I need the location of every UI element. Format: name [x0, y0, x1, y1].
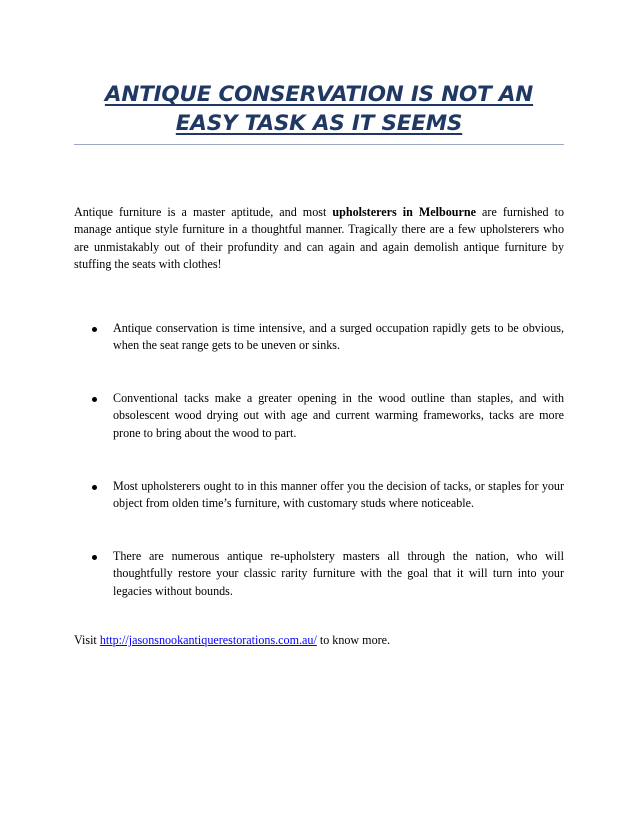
bullet-text: Antique conservation is time intensive, and a surged occupation rapidly gets to be obvious, when the seat range gets to be uneven or sinks.: [113, 321, 564, 353]
intro-text-end: are furnished to manage antique style furniture in a thoughtful manner. Tragically there are a few upholsterers who are unmistakably out of their profundity and can again and again demolish antique furniture by stuffing the seats with clothes!: [74, 205, 565, 272]
intro-paragraph: [74, 204, 564, 274]
intro-text-start: Antique furniture is a master aptitude, and most: [74, 205, 333, 219]
title-divider: [74, 144, 564, 145]
visit-prefix: Visit: [74, 633, 100, 647]
intro-bold-keyword: upholsterers in Melbourne: [332, 205, 476, 219]
bullet-dot-icon: [92, 485, 97, 490]
bullet-text: There are numerous antique re-upholstery masters all through the nation, who will thoughtfully restore your classic rarity furniture with the goal that it will turn into your legacies without bounds.: [113, 549, 564, 598]
bullet-dot-icon: [92, 397, 97, 402]
website-link[interactable]: http://jasonsnookantiquerestorations.com.au/: [99, 633, 317, 647]
title-line-2: EASY TASK AS IT SEEMS: [175, 111, 463, 136]
bullet-text: Most upholsterers ought to in this manner offer you the decision of tacks, or staples for your object from olden time’s furniture, with customary studs where noticeable.: [113, 479, 564, 511]
bullet-dot-icon: [92, 327, 97, 332]
visit-paragraph: [74, 632, 564, 649]
visit-suffix: to know more.: [316, 633, 391, 647]
bullet-dot-icon: [92, 555, 97, 560]
title-line-1: ANTIQUE CONSERVATION IS NOT AN: [104, 82, 534, 107]
document-title: [74, 80, 564, 138]
bullet-text: Conventional tacks make a greater opening in the wood outline than staples, and with obsolescent wood drying out with age and current warming frameworks, tacks are more prone to bring about the wood to part.: [113, 391, 564, 440]
